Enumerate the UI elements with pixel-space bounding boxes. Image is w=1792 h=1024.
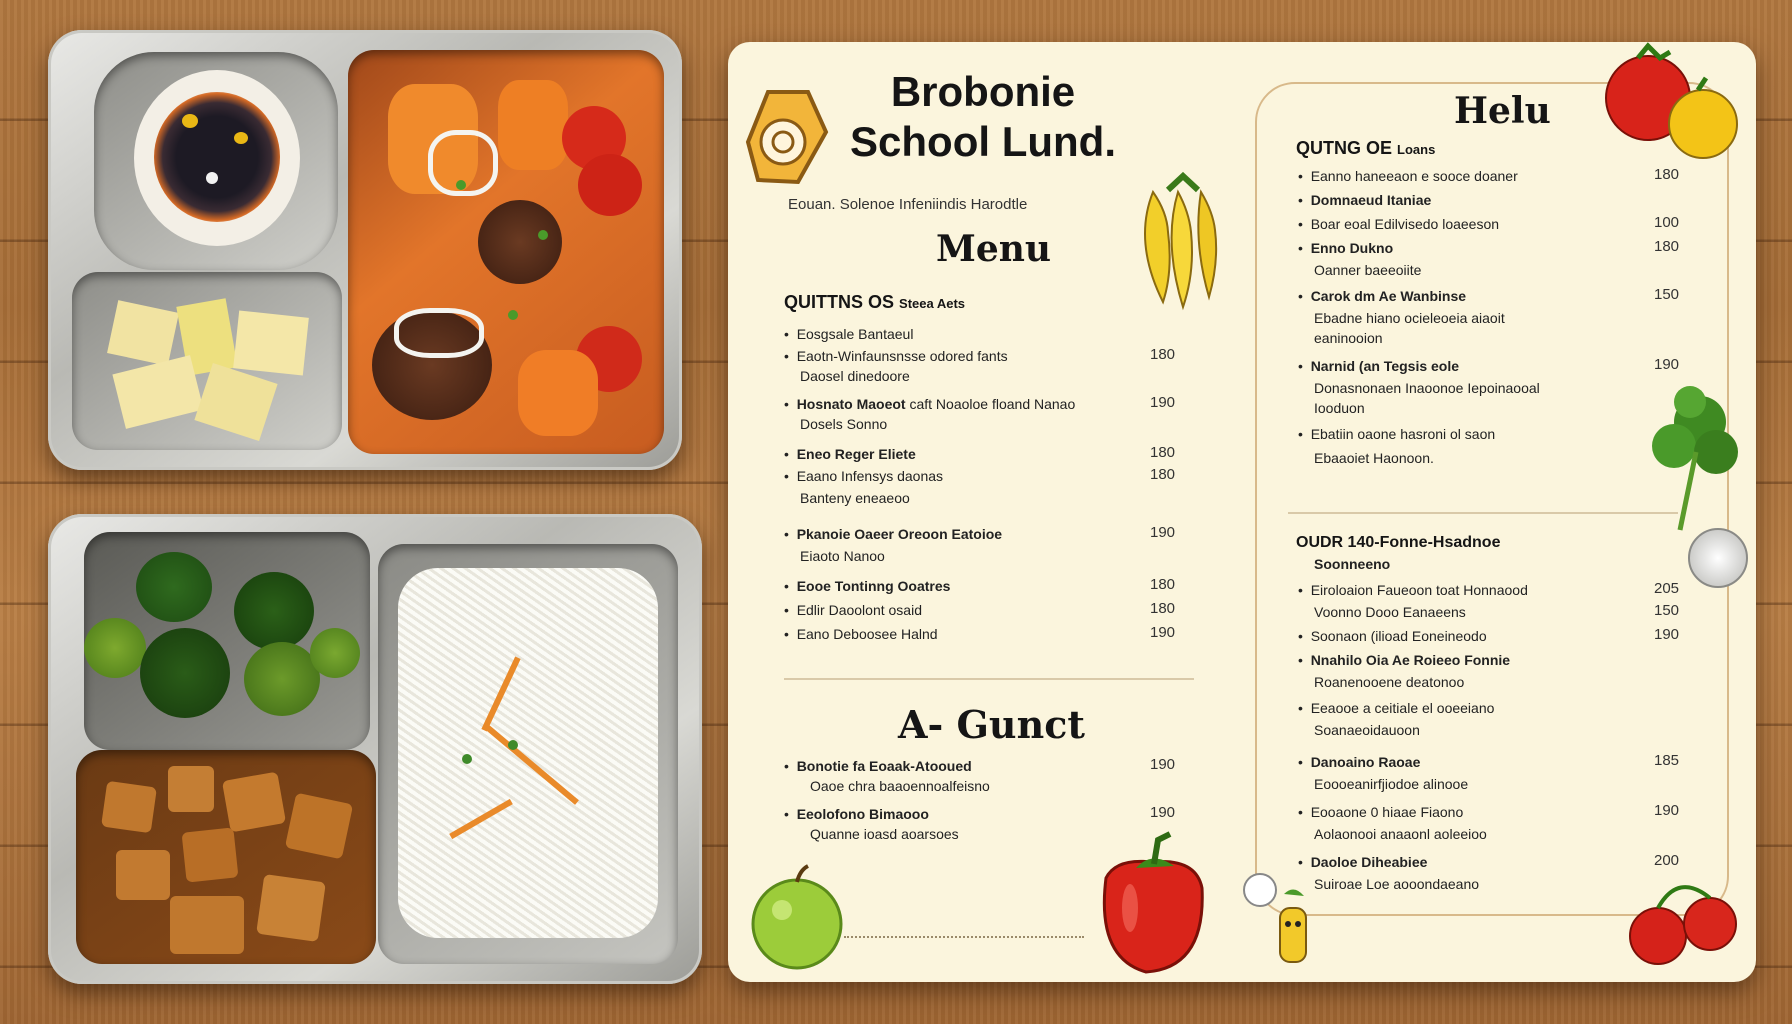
- right-divider: [1288, 512, 1678, 514]
- cartoon-pencil-icon: [1238, 864, 1328, 974]
- list-item: • Enno Dukno: [1298, 240, 1394, 256]
- left-section-heading-text: QUITTNS OS: [784, 292, 895, 312]
- right-menu-title: Helu: [1454, 90, 1551, 132]
- broccoli-compartment: [84, 532, 370, 750]
- item-price: 180: [1150, 576, 1176, 593]
- item-price: 190: [1654, 356, 1680, 373]
- item-price: 200: [1654, 852, 1680, 869]
- list-item: • Eaano Infensys daonas: [784, 468, 944, 484]
- cherry-tomatoes-icon: [1618, 852, 1748, 972]
- list-item: Aolaonooi anaaonl aoleeioo: [1314, 826, 1487, 842]
- list-item: Eiaoto Nanoo: [800, 548, 885, 564]
- lower-section-title: A- Gunct: [898, 702, 1085, 747]
- menu-card: [728, 42, 1756, 982]
- menu-subtitle: Eouan. Solenoe Infeniindis Harodtle: [788, 196, 1028, 213]
- brand-line-1: Brobonie: [890, 68, 1076, 115]
- list-item: Banteny eneaeoo: [800, 490, 910, 506]
- list-item: Ebadne hiano ocieleoeia aiaoit: [1314, 310, 1505, 326]
- item-price: 190: [1654, 802, 1680, 819]
- lunch-tray-bottom: [48, 514, 702, 984]
- red-pepper-icon: [1086, 828, 1216, 978]
- lightbulb-logo-icon: [738, 82, 838, 192]
- banana-icon: [1123, 172, 1233, 312]
- list-item: • Eooaone 0 hiaae Fiaono: [1298, 804, 1464, 820]
- list-item: Dosels Sonno: [800, 416, 888, 432]
- left-section-heading: [784, 292, 965, 313]
- list-item: • Bonotie fa Eoaak-Atooued: [784, 758, 972, 774]
- item-price: 100: [1654, 214, 1680, 231]
- list-item: • Eooe Tontinng Ooatres: [784, 578, 951, 594]
- item-price: 180: [1150, 444, 1176, 461]
- tofu-compartment: [76, 750, 376, 964]
- list-item: Oanner baeeoiite: [1314, 262, 1422, 278]
- list-item: Iooduon: [1314, 400, 1365, 416]
- bean-salad-compartment: [94, 52, 338, 270]
- right-section2-subheading: Soonneeno: [1314, 556, 1391, 572]
- item-price: 190: [1150, 394, 1176, 411]
- list-item: • Daoloe Diheabiee: [1298, 854, 1428, 870]
- noodle-compartment: [378, 544, 678, 964]
- list-item: • Eosgsale Bantaeul: [784, 326, 914, 342]
- list-item: eaninooion: [1314, 330, 1383, 346]
- right-section-heading: QUTNG OE Loans: [1296, 138, 1436, 158]
- cheese-compartment: [72, 272, 342, 450]
- item-price: 190: [1150, 756, 1176, 773]
- item-price: 190: [1150, 624, 1176, 641]
- list-item: Daosel dinedoore: [800, 368, 910, 384]
- item-price: 180: [1150, 600, 1176, 617]
- item-price: 180: [1654, 238, 1680, 255]
- list-item: Oaoe chra baaoennoalfeisno: [810, 778, 990, 794]
- meatball-vegetable-compartment: [348, 50, 664, 454]
- left-section-heading-small: Steea Aets: [899, 296, 966, 311]
- list-item: Roanenooene deatonoo: [1314, 674, 1465, 690]
- list-item: • Nnahilo Oia Ae Roieeo Fonnie: [1298, 652, 1511, 668]
- list-item: Suiroae Loe aooondaeano: [1314, 876, 1480, 892]
- wavy-underline: [844, 936, 1084, 938]
- item-price: 205: [1654, 580, 1680, 597]
- list-item: • Domnaeud Itaniae: [1298, 192, 1432, 208]
- list-item: Voonno Dooo Eanaeens: [1314, 604, 1466, 620]
- list-item: Soanaeoidauoon: [1314, 722, 1420, 738]
- brand-line-2: School Lund.: [850, 118, 1116, 165]
- list-item: • Hosnato Maoeot caft Noaoloe floand Nanao: [784, 396, 1076, 412]
- left-divider: [784, 678, 1194, 680]
- item-price: 190: [1150, 804, 1176, 821]
- item-price: 185: [1654, 752, 1680, 769]
- list-item: • Eano Deboosee Halnd: [784, 626, 938, 642]
- green-apple-icon: [742, 862, 852, 972]
- list-item: • Soonaon (ilioad Eoneineodo: [1298, 628, 1487, 644]
- item-price: 180: [1150, 466, 1176, 483]
- item-price: 180: [1150, 346, 1176, 363]
- item-price: 150: [1654, 286, 1680, 303]
- item-price: 190: [1654, 626, 1680, 643]
- list-item: • Danoaino Raoae: [1298, 754, 1421, 770]
- lunch-tray-top: [48, 30, 682, 470]
- parsley-icon: [1640, 382, 1750, 532]
- list-item: Eoooeanirfjiodoe alinooe: [1314, 776, 1469, 792]
- left-menu-title: Menu: [936, 228, 1052, 270]
- list-item: • Eiroloaion Faueoon toat Honnaood: [1298, 582, 1528, 598]
- item-price: 150: [1654, 602, 1680, 619]
- list-item: Donasnonaen Inaoonoe Iepoinaooal: [1314, 380, 1540, 396]
- list-item: • Boar eoal Edilvisedo loaeeson: [1298, 216, 1500, 232]
- list-item: • Carok dm Ae Wanbinse: [1298, 288, 1467, 304]
- list-item: • Eneo Reger Eliete: [784, 446, 916, 462]
- tomato-icon: [1598, 42, 1748, 172]
- list-item: • Eanno haneeaon e sooce doaner: [1298, 168, 1518, 184]
- list-item: Quanne ioasd aoarsoes: [810, 826, 959, 842]
- list-item: • Narnid (an Tegsis eole: [1298, 358, 1460, 374]
- list-item: • Edlir Daoolont osaid: [784, 602, 922, 618]
- right-section2-heading: OUDR 140-Fonne-Hsadnoe: [1296, 534, 1501, 551]
- list-item: • Ebatiin oaone hasroni ol saon: [1298, 426, 1496, 442]
- item-price: 180: [1654, 166, 1680, 183]
- item-price: 190: [1150, 524, 1176, 541]
- list-item: • Eeaooe a ceitiale el ooeeiano: [1298, 700, 1495, 716]
- list-item: • Eaotn-Winfaunsnsse odored fants: [784, 348, 1008, 364]
- metal-clip: [1688, 528, 1748, 588]
- list-item: • Pkanoie Oaeer Oreoon Eatoioe: [784, 526, 1003, 542]
- list-item: Ebaaoiet Haonoon.: [1314, 450, 1434, 466]
- list-item: • Eeolofono Bimaooo: [784, 806, 929, 822]
